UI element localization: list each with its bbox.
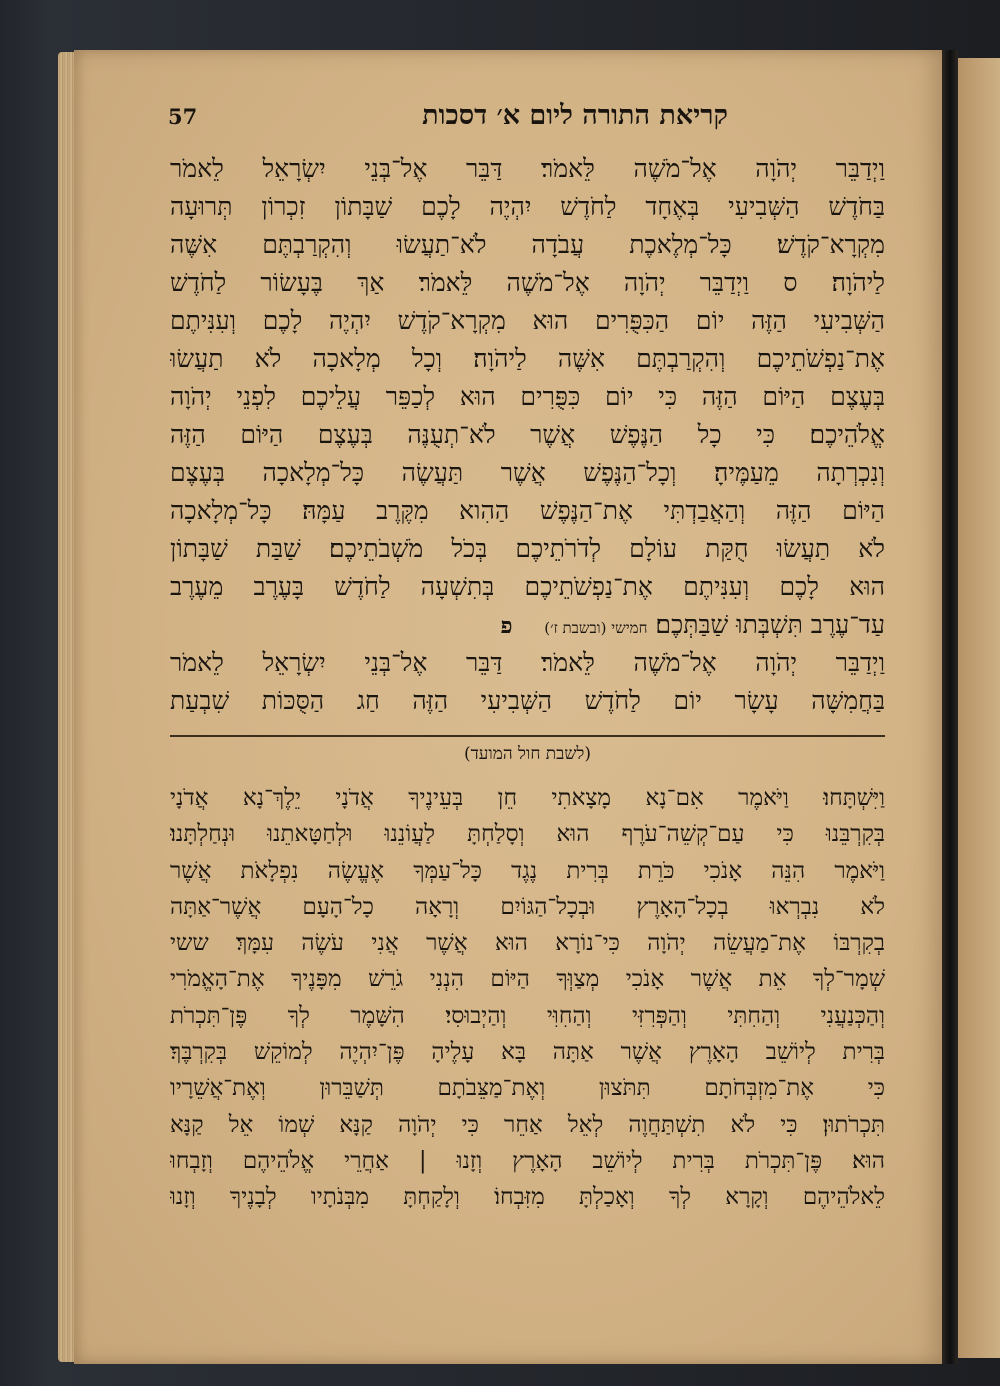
text-line: בַּחֹדֶשׁ הַשְּׁבִיעִי בְּאֶחָד לַחֹדֶשׁ יִהְיֶה לָכֶם שַׁבָּתוֹן זִכְרוֹן תְּרוּעָה [170, 192, 885, 221]
text-fragment: עַד־עֶרֶב תִּשְׁבְּתוּ שַׁבַּתְּכֶם׃ [655, 610, 885, 639]
secondary-text-block [170, 780, 885, 1216]
text-line: וַיְדַבֵּר יְהֹוָה אֶל־מֹשֶׁה לֵּאמֹר׃ דַּבֵּר אֶל־בְּנֵי יִשְׂרָאֵל לֵאמֹר [170, 648, 885, 677]
facing-page-edge [958, 58, 1000, 1358]
text-line: וְהַכְּנַעֲנִי וְהַחִתִּי וְהַפְּרִזִּי וְהַחִוִּי וְהַיְבוּסִי׃ הִשָּׁמֶר לְךָ פֶּן־תִּכְרֹת [170, 1002, 885, 1029]
text-line: מִקְרָא־קֹדֶשׁ׃ כָּל־מְלֶאכֶת עֲבֹדָה לֹא־תַעֲשׂוּ וְהִקְרַבְתֶּם אִשֶּׁה [170, 230, 885, 259]
text-line: הוּא לָכֶם וְעִנִּיתֶם אֶת־נַפְשֹׁתֵיכֶם בְּתִשְׁעָה לַחֹדֶשׁ בָּעֶרֶב מֵעֶרֶב [170, 572, 885, 601]
text-line: לֵאלֹהֵיהֶם וְקָרָא לְךָ וְאָכַלְתָּ מִזִּבְחוֹ׃ וְלָקַחְתָּ מִבְּנֹתָיו לְבָנֶיךָ וְזָנוּ [170, 1184, 885, 1211]
page-number: 57 [168, 104, 198, 129]
text-line: הַשְּׁבִיעִי הַזֶּה יוֹם הַכִּפֻּרִים הוּא מִקְרָא־קֹדֶשׁ יִהְיֶה לָכֶם וְעִנִּיתֶם [170, 306, 885, 335]
text-line: בַּחֲמִשָּׁה עָשָׂר יוֹם לַחֹדֶשׁ הַשְּׁבִיעִי הַזֶּה חַג הַסֻּכּוֹת שִׁבְעַת [170, 686, 885, 715]
text-line: לֹא נִבְרְאוּ בְכָל־הָאָרֶץ וּבְכָל־הַגּוֹיִם וְרָאָה כָל־הָעָם אֲשֶׁר־אַתָּה [170, 893, 885, 920]
book-gutter [942, 50, 958, 1364]
page-header [168, 100, 728, 140]
aliyah-marker: חמישי (ובשבת ז׳) [544, 619, 648, 637]
text-line: וַיֹּאמֶר הִנֵּה אָנֹכִי כֹּרֵת בְּרִית נֶגֶד כָּל־עַמְּךָ אֶעֱשֶׂה נִפְלָאֹת אֲשֶׁר [170, 857, 885, 884]
text-line: תִּכְרֹתוּן׃ כִּי לֹא תִשְׁתַּחֲוֶה לְאֵל אַחֵר כִּי יְהֹוָה קַנָּא שְׁמוֹ אֵל קַנָּא [170, 1111, 885, 1138]
text-line: לֹא תַעֲשׂוּ חֻקַּת עוֹלָם לְדֹרֹתֵיכֶם בְּכֹל מֹשְׁבֹתֵיכֶם׃ שַׁבַּת שַׁבָּתוֹן [170, 534, 885, 563]
text-line: וַיִּשְׁתָּחוּ׃ וַיֹּאמֶר אִם־נָא מָצָאתִי חֵן בְּעֵינֶיךָ אֲדֹנָי יֵלֶךְ־נָא אֲדֹנָי [170, 785, 885, 811]
text-line: בְּעֶצֶם הַיּוֹם הַזֶּה כִּי יוֹם כִּפֻּרִים הוּא לְכַפֵּר עֲלֵיכֶם לִפְנֵי יְהֹוָה [170, 382, 885, 411]
text-line-with-aliyah [170, 606, 885, 644]
running-head: קריאת התורה ליום א׳ דסכות [422, 100, 728, 131]
text-line: וַיְדַבֵּר יְהֹוָה אֶל־מֹשֶׁה לֵּאמֹר׃ דַּבֵּר אֶל־בְּנֵי יִשְׂרָאֵל לֵאמֹר [170, 154, 885, 183]
text-line: בְּקִרְבֵּנוּ כִּי עַם־קְשֵׁה־עֹרֶף הוּא וְסָלַחְתָּ לַעֲוֹנֵנוּ וּלְחַטָּאתֵנוּ וּנְחַלְתָּנוּ׃ [170, 821, 885, 848]
text-line: הוּא׃ פֶּן־תִּכְרֹת בְּרִית לְיוֹשֵׁב הָאָרֶץ וְזָנוּ | אַחֲרֵי אֱלֹהֵיהֶם וְזָבְחוּ [170, 1147, 885, 1174]
main-text-block [170, 150, 885, 720]
text-line: אֶת־נַפְשֹׁתֵיכֶם וְהִקְרַבְתֶּם אִשֶּׁה לַיהֹוָה׃ וְכָל מְלָאכָה לֹא תַעֲשׂוּ [170, 344, 885, 373]
text-line: הַיּוֹם הַזֶּה וְהַאֲבַדְתִּי אֶת־הַנֶּפֶשׁ הַהִוא מִקֶּרֶב עַמָּהּ׃ כָּל־מְלָאכָה [170, 496, 885, 525]
text-line: שְׁמָר־לְךָ אֵת אֲשֶׁר אָנֹכִי מְצַוְּךָ הַיּוֹם הִנְנִי גֹרֵשׁ מִפָּנֶיךָ אֶת־הָאֱמֹרִי [170, 966, 885, 993]
section-heading: (לשבת חול המועד) [464, 744, 591, 764]
section-divider [170, 735, 885, 737]
text-line: וְנִכְרְתָה מֵעַמֶּיהָ׃ וְכָל־הַנֶּפֶשׁ אֲשֶׁר תַּעֲשֶׂה כָּל־מְלָאכָה בְּעֶצֶם [170, 458, 885, 487]
text-line: לַיהֹוָה׃ ס וַיְדַבֵּר יְהֹוָה אֶל־מֹשֶׁה לֵּאמֹר׃ אַךְ בֶּעָשׂוֹר לַחֹדֶשׁ [170, 268, 885, 297]
text-line: בְקִרְבּוֹ אֶת־מַעֲשֵׂה יְהֹוָה כִּי־נוֹרָא הוּא אֲשֶׁר אֲנִי עֹשֶׂה עִמָּךְ׃ ששי [170, 930, 885, 957]
section-break-marker: פ [500, 613, 513, 639]
text-line: בְּרִית לְיוֹשֵׁב הָאָרֶץ אֲשֶׁר אַתָּה בָּא עָלֶיהָ פֶּן־יִהְיֶה לְמוֹקֵשׁ בְּקִרְבֶּךָ׃ [170, 1039, 885, 1066]
text-line: אֱלֹהֵיכֶם׃ כִּי כָל הַנֶּפֶשׁ אֲשֶׁר לֹא־תְעֻנֶּה בְּעֶצֶם הַיּוֹם הַזֶּה [170, 420, 885, 449]
text-line: כִּי אֶת־מִזְבְּחֹתָם תִּתֹּצוּן וְאֶת־מַצֵּבֹתָם תְּשַׁבֵּרוּן וְאֶת־אֲשֵׁרָיו [170, 1075, 885, 1102]
